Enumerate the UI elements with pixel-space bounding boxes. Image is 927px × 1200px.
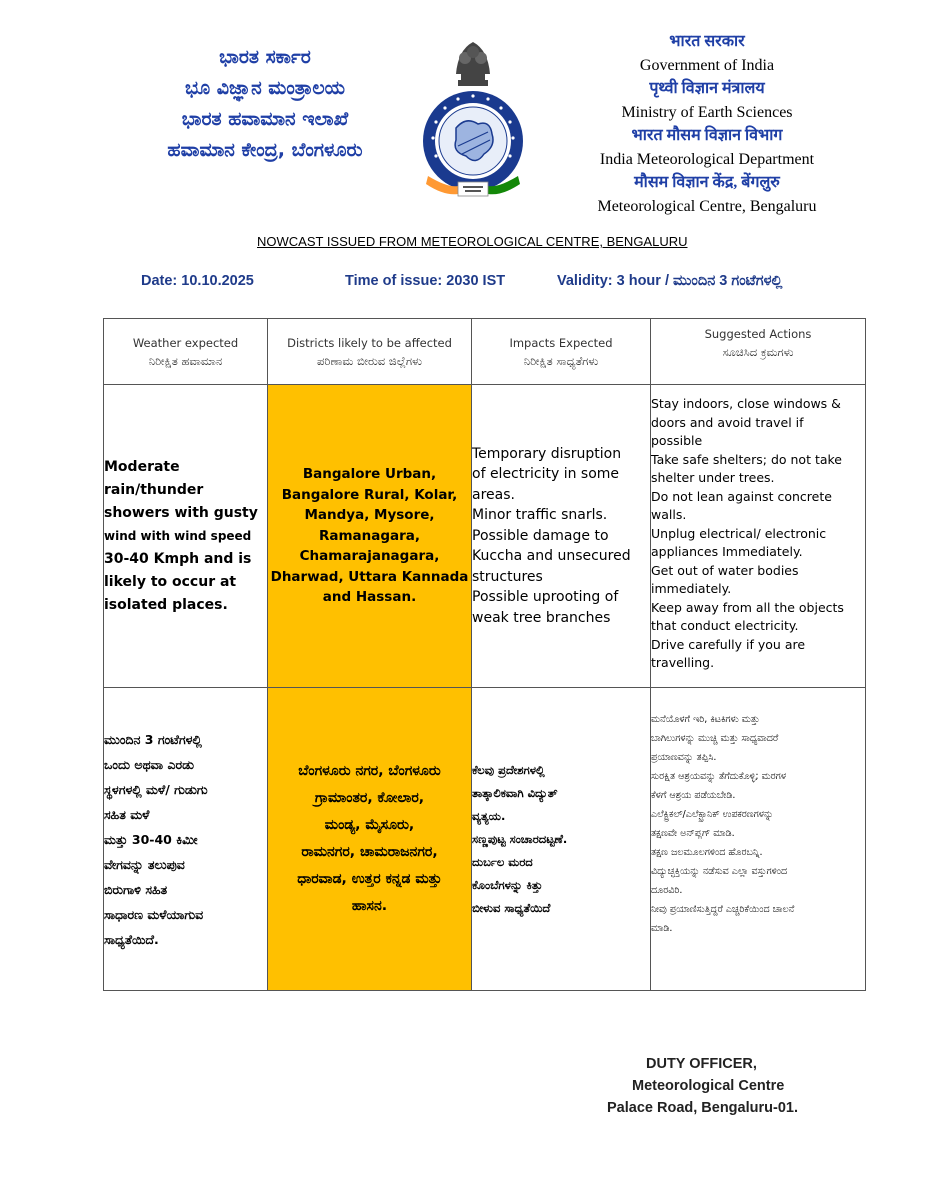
office-address: Palace Road, Bengaluru-01. [607,1100,798,1116]
header-kannada-block [120,42,410,166]
text-line: wind with wind speed [104,528,252,543]
header-impacts [472,319,651,385]
lion-capital-icon [456,42,490,86]
text-line: travelling. [651,655,715,670]
text-line: ಧಾರವಾಡ, ಉತ್ತರ ಕನ್ನಡ ಮತ್ತು [297,871,442,887]
text-line: Minor traffic snarls. [472,507,608,524]
districts-kn [268,688,472,991]
text-line: ಕೆಳಗೆ ಆಶ್ರಯ ಪಡೆಯಬೇಡಿ. [651,790,736,801]
text-line: Chamarajanagara, [299,548,440,565]
header-hi-line: भारत सरकार [669,33,745,50]
header-en: Districts likely to be affected [287,335,452,350]
header-en-line: India Meteorological Department [599,150,815,168]
text-line: ಬೆಂಗಳೂರು ನಗರ, ಬೆಂಗಳೂರು [298,763,441,779]
text-line: shelter under trees. [651,470,775,485]
text-line: isolated places. [104,596,228,613]
header-hi-line: मौसम विज्ञान केंद्र, बेंगलुरु [634,174,780,191]
text-line: Ramanagara, [318,527,421,544]
table-header-row [104,319,866,385]
header-en: Impacts Expected [509,335,613,350]
text-line: ಸ್ಥಳಗಳಲ್ಲಿ ಮಳೆ/ ಗುಡುಗು [104,781,208,797]
nowcast-table [103,318,866,991]
text-line: Temporary disruption [472,445,622,462]
header-districts [268,319,472,385]
header-kn-line: ಭಾರತ ಹವಾಮಾನ ಇಲಾಖೆ [181,108,349,130]
text-line: ಸಾಧ್ಯತೆಯಿದೆ. [104,931,159,947]
table-row-english [104,385,866,688]
text-line: Drive carefully if you are [651,636,806,652]
impacts-kn [472,688,651,991]
text-line: ಬಿರುಗಾಳಿ ಸಹಿತ [104,881,168,897]
duty-officer-title: DUTY OFFICER, [646,1056,757,1072]
text-line: ಹಾಸನ. [351,898,388,914]
imd-emblem-icon [418,36,528,206]
header-en-line: Government of India [639,56,775,74]
issue-time: Time of issue: 2030 IST [345,273,506,289]
header-english-hindi-block [572,30,842,218]
text-line: ತಾತ್ಕಾಲಿಕವಾಗಿ ವಿದ್ಯುತ್ [472,785,558,800]
impacts-en [472,385,651,688]
text-line: ವೇಗವನ್ನು ತಲುಪುವ [104,856,185,872]
text-line: ಮತ್ತು 30-40 ಕಿಮೀ [104,831,198,847]
header-en: Suggested Actions [704,327,812,341]
text-line: possible [651,433,703,448]
text-line: Mandya, Mysore, [304,507,435,524]
text-line: Moderate [104,458,180,475]
text-line: Do not lean against concrete [651,488,832,504]
header-hi-line: भारत मौसम विज्ञान विभाग [631,127,783,144]
text-line: Bangalore Rural, Kolar, [281,486,458,503]
text-line: ಸಣ್ಣಪುಟ್ಟ ಸಂಚಾರದಟ್ಟಣೆ. [472,831,568,846]
text-line: ಕೊಂಬೆಗಳನ್ನು ಕಿತ್ತು [472,877,543,892]
text-line: ಕೆಲವು ಪ್ರದೇಶಗಳಲ್ಲಿ [472,762,545,777]
table-row-kannada [104,688,866,991]
duty-officer-signature-block [600,1053,840,1119]
text-line: Possible damage to [472,527,609,544]
text-line: weak tree branches [472,609,611,626]
text-line: ರಾಮನಗರ, ಚಾಮರಾಜನಗರ, [301,844,438,860]
text-line: ಬಾಗಿಲುಗಳನ್ನು ಮುಚ್ಚಿ ಮತ್ತು ಸಾಧ್ಯವಾದರೆ [651,733,779,744]
header-en-line: Meteorological Centre, Bengaluru [597,197,817,215]
weather-expected-en [104,385,268,688]
text-line: ದುರ್ಬಲ ಮರದ [472,854,533,869]
text-line: ಸಾಧಾರಣ ಮಳೆಯಾಗುವ [104,906,204,922]
header-kn: ಸೂಚಿಸಿದ ಕ್ರಮಗಳು [722,345,794,359]
text-line: Keep away from all the objects [651,599,844,615]
validity: Validity: 3 hour / ಮುಂದಿನ 3 ಗಂಟೆಗಳಲ್ಲಿ [557,273,783,289]
actions-kn [651,688,866,991]
text-line: Unplug electrical/ electronic [651,525,827,541]
text-line: ಸುರಕ್ಷಿತ ಆಶ್ರಯವನ್ನು ತೆಗೆದುಕೊಳ್ಳಿ; ಮರಗಳ [651,771,786,782]
text-line: ದೂರವಿರಿ. [651,885,683,896]
text-line: immediately. [651,581,732,596]
header-en-line: Ministry of Earth Sciences [621,103,793,121]
actions-en [651,385,866,688]
issue-date: Date: 10.10.2025 [141,273,254,289]
text-line: ಮುಂದಿನ 3 ಗಂಟೆಗಳಲ್ಲಿ [104,731,202,747]
text-line: Take safe shelters; do not take [651,451,842,467]
text-line: likely to occur at [104,573,237,590]
text-line: areas. [472,486,515,503]
header-kn-line: ಹವಾಮಾನ ಕೇಂದ್ರ, ಬೆಂಗಳೂರು [167,139,363,161]
text-line: ತಕ್ಷಣವೇ ಅನ್‌ಪ್ಲಗ್ ಮಾಡಿ. [651,828,735,839]
text-line: walls. [651,507,687,522]
text-line: Bangalore Urban, [302,466,437,483]
text-line: ಮಂಡ್ಯ, ಮೈಸೂರು, [324,817,415,833]
text-line: ಮಾಡಿ. [651,923,673,934]
text-line: ವ್ಯತ್ಯಯ. [472,808,506,823]
text-line: Stay indoors, close windows & [651,396,841,411]
header-kn: ನಿರೀಕ್ಷಿತ ಹವಾಮಾನ [148,353,223,368]
header-hi-line: पृथ्वी विज्ञान मंत्रालय [649,80,765,97]
text-line: showers with gusty [104,504,258,521]
text-line: ಬೀಳುವ ಸಾಧ್ಯತೆಯಿದೆ [472,900,551,915]
header-kn: ನಿರೀಕ್ಷಿತ ಸಾಧ್ಯತೆಗಳು [523,353,599,368]
text-line: doors and avoid travel if [651,414,804,430]
text-line: ವಿದ್ಯುಚ್ಛಕ್ತಿಯನ್ನು ನಡೆಸುವ ಎಲ್ಲಾ ವಸ್ತುಗಳಿಂದ [651,866,788,877]
header-suggested-actions [651,319,866,385]
text-line: Possible uprooting of [472,589,619,606]
text-line: appliances Immediately. [651,544,803,559]
header-kn: ಪರಿಣಾಮ ಬೀರುವ ಜಿಲ್ಲೆಗಳು [317,353,422,368]
text-line: Get out of water bodies [651,562,799,578]
text-line: 30-40 Kmph and is [104,550,252,567]
office-name: Meteorological Centre [632,1078,785,1094]
text-line: ಪ್ರಯಾಣವನ್ನು ತಪ್ಪಿಸಿ. [651,752,717,763]
text-line: ಗ್ರಾಮಾಂತರ, ಕೋಲಾರ, [314,790,425,806]
text-line: of electricity in some [472,466,620,483]
text-line: that conduct electricity. [651,618,799,633]
page-title: NOWCAST ISSUED FROM METEOROLOGICAL CENTRE, BENGALURU [257,234,688,249]
weather-expected-kn [104,688,268,991]
text-line: structures [472,568,543,585]
text-line: ಸಹಿತ ಮಳೆ [104,806,150,822]
text-line: ತಕ್ಷಣ ಜಲಮೂಲಗಳಿಂದ ಹೊರಬನ್ನಿ. [651,847,763,858]
header-kn-line: ಭಾರತ ಸರ್ಕಾರ [219,46,311,68]
text-line: and Hassan. [322,589,417,606]
text-line: ಎಲೆಕ್ಟ್ರಿಕಲ್/ಎಲೆಕ್ಟ್ರಾನಿಕ್ ಉಪಕರಣಗಳನ್ನು [651,809,774,820]
text-line: Kuccha and unsecured [472,548,631,565]
text-line: ಒಂದು ಅಥವಾ ಎರಡು [104,756,195,772]
header-en: Weather expected [132,335,239,350]
header-kn-line: ಭೂ ವಿಜ್ಞಾನ ಮಂತ್ರಾಲಯ [184,77,346,99]
districts-en [268,385,472,688]
text-line: ಮನೆಯೊಳಗೆ ಇರಿ, ಕಿಟಕಿಗಳು ಮತ್ತು [651,714,760,725]
text-line: ನೀವು ಪ್ರಯಾಣಿಸುತ್ತಿದ್ದರೆ ಎಚ್ಚರಿಕೆಯಿಂದ ಚಾಲನೆ [651,904,795,915]
text-line: Dharwad, Uttara Kannada [270,568,469,585]
text-line: rain/thunder [104,481,204,498]
header-weather-expected [104,319,268,385]
